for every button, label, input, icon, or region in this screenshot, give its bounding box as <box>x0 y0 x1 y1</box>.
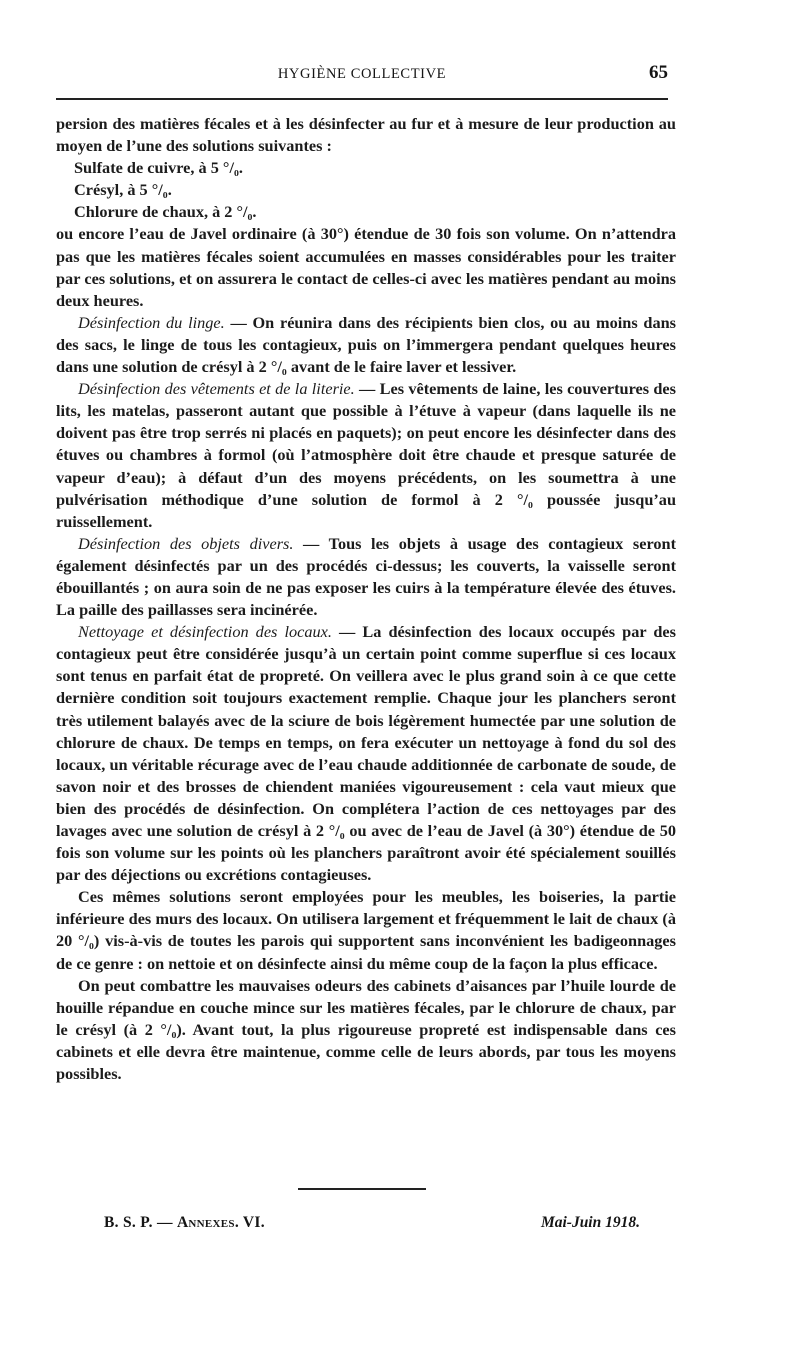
section-linge <box>56 312 676 378</box>
section-heading: Nettoyage et désinfection des locaux. <box>78 622 332 642</box>
footer-date: Mai-Juin 1918. <box>540 1214 640 1231</box>
paragraph-javel: ou encore l’eau de Javel ordinaire (à 30°) étendue de 30 fois son volume. On n’attendra pas que les matières fécales soient accumulées en masses considérables pour les traiter par ces solutions, et on assurera le contact de celles-ci avec les matières pendant au moins deux heures. <box>56 224 676 310</box>
running-header <box>56 62 668 86</box>
section-heading: Désinfection des objets divers. <box>78 533 294 553</box>
section-locaux <box>56 621 676 886</box>
running-title: HYGIÈNE COLLECTIVE <box>277 66 447 82</box>
body-text <box>56 113 676 1085</box>
paragraph-odeurs: On peut combattre les mauvaises odeurs des cabinets d’aisances par l’huile lourde de houille répandue en couche mince sur les matières fécales, par le chlorure de chaux, par le crésyl (à 2 °/₀). Avant tout, la plus rigoureuse propreté est indispensable dans ces cabinets et elle devra être maintenue, comme celle de leurs abords, par tous les moyens possibles. <box>56 975 676 1084</box>
footer-prefix: B. S. P. — <box>104 1214 177 1231</box>
list-item: Crésyl, à 5 °/₀. <box>74 180 172 200</box>
page-number: 65 <box>649 62 668 83</box>
page-footer <box>104 1214 640 1238</box>
list-item: Sulfate de cuivre, à 5 °/₀. <box>74 158 243 178</box>
paragraph-meubles: Ces mêmes solutions seront employées pour les meubles, les boiseries, la partie inférieure des murs des locaux. On utilisera largement et fréquemment le lait de chaux (à 20 °/₀) vis-à-vis de toutes les parois qui supportent sans inconvénient les badigeonnages de ce genre : on nettoie et on désinfecte ainsi du même coup de la façon la plus efficace. <box>56 887 676 973</box>
section-heading: Désinfection des vêtements et de la literie. <box>78 379 355 399</box>
footer-suffix: . VI. <box>234 1214 265 1231</box>
section-text: — La désinfection des locaux occupés par des contagieux peut être considérée jusqu’à un certain point comme superflue si ces locaux sont tenus en parfait état de propreté. On veillera avec le plus grand soin à ce que cette dernière condition soit toujours exactement remplie. Chaque jour les planchers seront très utilement balayés avec de la sciure de bois légèrement humectée par une solution de chlorure de chaux. De temps en temps, on fera exécuter un nettoyage à fond du sol des locaux, un véritable récurage avec de l’eau chaude additionnée de carbonate de soude, de savon noir et des brosses de chiendent maniées vigoureusement : cela vaut mieux que bien des procédés de désinfection. On complétera l’action de ces nettoyages par des lavages avec une solution de crésyl à 2 °/₀ ou avec de l’eau de Javel (à 30°) étendue de 50 fois son volume sur les points où les planchers paraîtront avoir été spécialement souillés par des déjections ou excrétions contagieuses. <box>56 622 676 885</box>
section-text: — Les vêtements de laine, les couvertures des lits, les matelas, passeront autant que possible à l’étuve à vapeur (dans laquelle ils ne doivent pas être trop serrés ni placés en paquets); on peut encore les désinfecter dans des étuves ou chambres à formol (où l’atmosphère doit être chaude et presque saturée de vapeur d’eau); à défaut d’un des moyens précédents, on les soumettra à une pulvérisation méthodique d’une solution de formol à 2 °/₀ poussée jusqu’au ruissellement. <box>56 379 676 531</box>
paragraph-continuation: persion des matières fécales et à les désinfecter au fur et à mesure de leur production au moyen de l’une des solutions suivantes : <box>56 114 676 156</box>
footer-reference <box>104 1214 265 1232</box>
footer-annexes: Annexes <box>176 1214 235 1231</box>
footer-rule <box>298 1188 426 1190</box>
section-text: — Tous les objets à usage des contagieux seront également désinfectés par un des procédés ci-dessus; les couverts, la vaisselle seront ébouillantés ; on aura soin de ne pas exposer les cuirs à la température élevée des étuves. La paille des paillasses sera incinérée. <box>56 533 676 620</box>
section-objets <box>56 533 676 621</box>
header-rule <box>56 98 668 100</box>
solutions-list <box>56 157 676 223</box>
list-item: Chlorure de chaux, à 2 °/₀. <box>74 202 257 222</box>
section-heading: Désinfection du linge. <box>78 312 225 332</box>
section-text: — On réunira dans des récipients bien clos, ou au moins dans des sacs, le linge de tous les contagieux, puis on l’immergera pendant quelques heures dans une solution de crésyl à 2 °/₀ avant de le faire laver et lessiver. <box>56 312 677 377</box>
section-vetements <box>56 378 676 533</box>
